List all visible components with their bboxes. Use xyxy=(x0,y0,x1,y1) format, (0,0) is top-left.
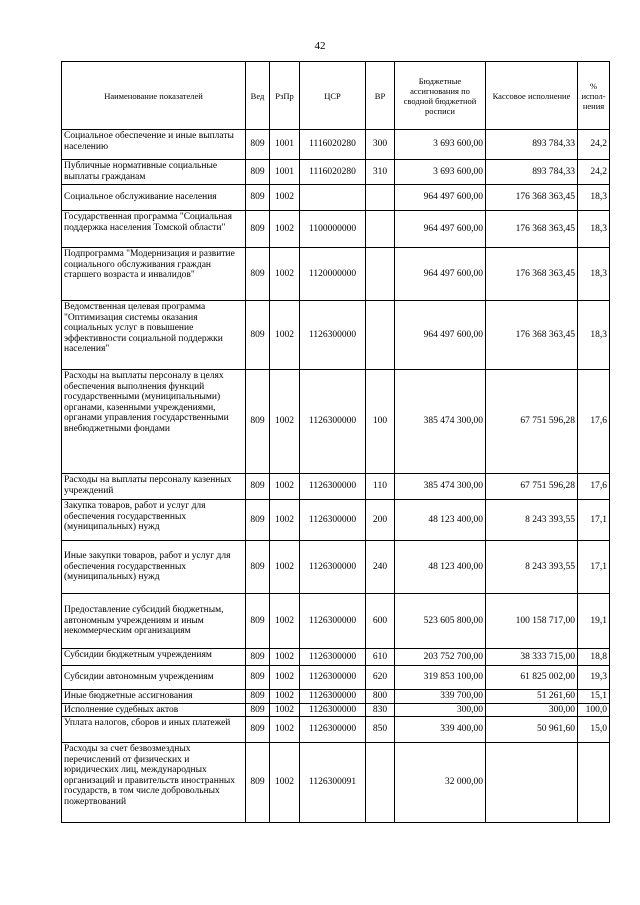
header-ved: Вед xyxy=(246,62,270,130)
table-row xyxy=(62,690,610,704)
row-pct xyxy=(578,743,610,823)
row-vr: 610 xyxy=(366,649,395,666)
row-rzpr: 1002 xyxy=(270,211,300,248)
table-row xyxy=(62,160,610,185)
row-ved: 809 xyxy=(246,500,270,541)
row-ved: 809 xyxy=(246,743,270,823)
table-row xyxy=(62,130,610,160)
row-vr: 620 xyxy=(366,666,395,690)
row-name: Социальное обслуживание населения xyxy=(62,185,246,211)
row-pct: 18,3 xyxy=(578,248,610,301)
row-budget: 964 497 600,00 xyxy=(395,248,486,301)
row-vr: 110 xyxy=(366,474,395,500)
row-budget: 319 853 100,00 xyxy=(395,666,486,690)
row-rzpr: 1001 xyxy=(270,130,300,160)
row-budget: 385 474 300,00 xyxy=(395,474,486,500)
table-row xyxy=(62,541,610,594)
row-vr: 830 xyxy=(366,703,395,717)
table-row xyxy=(62,649,610,666)
table-row xyxy=(62,211,610,248)
row-vr xyxy=(366,211,395,248)
row-cash: 51 261,60 xyxy=(486,690,578,704)
header-cash: Кассовое исполнение xyxy=(486,62,578,130)
row-vr: 100 xyxy=(366,370,395,474)
table-row xyxy=(62,248,610,301)
row-csr: 1120000000 xyxy=(300,248,366,301)
row-vr: 850 xyxy=(366,717,395,743)
row-rzpr: 1002 xyxy=(270,743,300,823)
row-budget: 964 497 600,00 xyxy=(395,185,486,211)
row-cash: 100 158 717,00 xyxy=(486,594,578,649)
row-vr xyxy=(366,248,395,301)
row-budget: 339 400,00 xyxy=(395,717,486,743)
row-csr: 1126300000 xyxy=(300,690,366,704)
budget-table xyxy=(61,61,610,823)
row-ved: 809 xyxy=(246,666,270,690)
row-name: Государственная программа "Социальная поддержка населения Томской области" xyxy=(62,211,246,248)
row-rzpr: 1002 xyxy=(270,301,300,370)
row-rzpr: 1002 xyxy=(270,717,300,743)
row-cash xyxy=(486,743,578,823)
row-vr xyxy=(366,185,395,211)
row-ved: 809 xyxy=(246,248,270,301)
row-budget: 48 123 400,00 xyxy=(395,500,486,541)
row-ved: 809 xyxy=(246,301,270,370)
row-pct: 17,6 xyxy=(578,474,610,500)
row-cash: 8 243 393,55 xyxy=(486,541,578,594)
row-name: Иные закупки товаров, работ и услуг для обеспечения государственных (муниципальных) нужд xyxy=(62,541,246,594)
row-name: Подпрограмма "Модернизация и развитие социального обслуживания граждан старшего возраста и инвалидов" xyxy=(62,248,246,301)
table-header-row xyxy=(62,62,610,130)
row-pct: 17,1 xyxy=(578,500,610,541)
row-name: Предоставление субсидий бюджетным, автономным учреждениям и иным некоммерческим организациям xyxy=(62,594,246,649)
row-csr: 1126300000 xyxy=(300,301,366,370)
row-pct: 18,3 xyxy=(578,185,610,211)
row-budget: 964 497 600,00 xyxy=(395,301,486,370)
row-rzpr: 1002 xyxy=(270,500,300,541)
row-rzpr: 1002 xyxy=(270,185,300,211)
row-csr xyxy=(300,185,366,211)
row-pct: 17,6 xyxy=(578,370,610,474)
row-cash: 300,00 xyxy=(486,703,578,717)
row-csr: 1116020280 xyxy=(300,160,366,185)
table-row xyxy=(62,594,610,649)
row-rzpr: 1002 xyxy=(270,541,300,594)
row-name: Закупка товаров, работ и услуг для обеспечения государственных (муниципальных) нужд xyxy=(62,500,246,541)
row-cash: 8 243 393,55 xyxy=(486,500,578,541)
row-ved: 809 xyxy=(246,649,270,666)
table-row xyxy=(62,743,610,823)
row-csr: 1126300000 xyxy=(300,649,366,666)
row-vr: 240 xyxy=(366,541,395,594)
header-budget: Бюджетные ассигнования по сводной бюджетной росписи xyxy=(395,62,486,130)
row-cash: 176 368 363,45 xyxy=(486,211,578,248)
row-pct: 100,0 xyxy=(578,703,610,717)
row-rzpr: 1002 xyxy=(270,474,300,500)
row-ved: 809 xyxy=(246,185,270,211)
row-rzpr: 1002 xyxy=(270,703,300,717)
row-name: Иные бюджетные ассигнования xyxy=(62,690,246,704)
row-budget: 300,00 xyxy=(395,703,486,717)
row-rzpr: 1002 xyxy=(270,666,300,690)
row-name: Субсидии бюджетным учреждениям xyxy=(62,649,246,666)
table-row xyxy=(62,500,610,541)
row-name: Расходы на выплаты персоналу в целях обеспечения выполнения функций государственными (муниципальными) органами, казенными учреждениями, органами управления государственными внебюджетными фондами xyxy=(62,370,246,474)
table-row xyxy=(62,666,610,690)
row-ved: 809 xyxy=(246,474,270,500)
row-budget: 203 752 700,00 xyxy=(395,649,486,666)
row-name: Публичные нормативные социальные выплаты гражданам xyxy=(62,160,246,185)
row-ved: 809 xyxy=(246,703,270,717)
row-budget: 385 474 300,00 xyxy=(395,370,486,474)
row-vr: 200 xyxy=(366,500,395,541)
row-ved: 809 xyxy=(246,690,270,704)
row-budget: 3 693 600,00 xyxy=(395,160,486,185)
row-pct: 17,1 xyxy=(578,541,610,594)
page-number: 42 xyxy=(314,40,326,52)
row-name: Расходы на выплаты персоналу казенных учреждений xyxy=(62,474,246,500)
row-cash: 61 825 002,00 xyxy=(486,666,578,690)
table-row xyxy=(62,185,610,211)
table-row xyxy=(62,370,610,474)
row-csr: 1126300000 xyxy=(300,594,366,649)
row-cash: 176 368 363,45 xyxy=(486,301,578,370)
row-vr xyxy=(366,743,395,823)
row-cash: 176 368 363,45 xyxy=(486,248,578,301)
header-csr: ЦСР xyxy=(300,62,366,130)
row-ved: 809 xyxy=(246,717,270,743)
row-cash: 38 333 715,00 xyxy=(486,649,578,666)
row-cash: 893 784,33 xyxy=(486,130,578,160)
row-cash: 50 961,60 xyxy=(486,717,578,743)
row-csr: 1126300000 xyxy=(300,474,366,500)
table-row xyxy=(62,301,610,370)
row-pct: 18,3 xyxy=(578,211,610,248)
row-name: Исполнение судебных актов xyxy=(62,703,246,717)
row-pct: 24,2 xyxy=(578,160,610,185)
row-pct: 24,2 xyxy=(578,130,610,160)
row-cash: 176 368 363,45 xyxy=(486,185,578,211)
header-name: Наименование показателей xyxy=(62,62,246,130)
row-vr: 600 xyxy=(366,594,395,649)
row-budget: 964 497 600,00 xyxy=(395,211,486,248)
row-ved: 809 xyxy=(246,370,270,474)
row-csr: 1116020280 xyxy=(300,130,366,160)
row-name: Уплата налогов, сборов и иных платежей xyxy=(62,717,246,743)
row-cash: 893 784,33 xyxy=(486,160,578,185)
table-row xyxy=(62,474,610,500)
row-pct: 19,3 xyxy=(578,666,610,690)
row-vr: 800 xyxy=(366,690,395,704)
row-ved: 809 xyxy=(246,541,270,594)
row-rzpr: 1001 xyxy=(270,160,300,185)
row-name: Ведомственная целевая программа "Оптимизация системы оказания социальных услуг в повышение эффективности социальной поддержки населения" xyxy=(62,301,246,370)
row-vr: 300 xyxy=(366,130,395,160)
row-csr: 1100000000 xyxy=(300,211,366,248)
row-rzpr: 1002 xyxy=(270,649,300,666)
row-budget: 523 605 800,00 xyxy=(395,594,486,649)
row-cash: 67 751 596,28 xyxy=(486,370,578,474)
row-name: Социальное обеспечение и иные выплаты населению xyxy=(62,130,246,160)
row-ved: 809 xyxy=(246,594,270,649)
row-cash: 67 751 596,28 xyxy=(486,474,578,500)
header-rzpr: РзПр xyxy=(270,62,300,130)
row-vr xyxy=(366,301,395,370)
row-rzpr: 1002 xyxy=(270,690,300,704)
row-ved: 809 xyxy=(246,211,270,248)
row-csr: 1126300091 xyxy=(300,743,366,823)
row-name: Расходы за счет безвозмездных перечислений от физических и юридических лиц, международных организаций и правительств иностранных государств, в том числе добровольных пожертвований xyxy=(62,743,246,823)
row-budget: 32 000,00 xyxy=(395,743,486,823)
table-row xyxy=(62,717,610,743)
row-csr: 1126300000 xyxy=(300,717,366,743)
table-row xyxy=(62,703,610,717)
row-rzpr: 1002 xyxy=(270,370,300,474)
row-budget: 48 123 400,00 xyxy=(395,541,486,594)
row-pct: 15,1 xyxy=(578,690,610,704)
row-csr: 1126300000 xyxy=(300,370,366,474)
row-budget: 3 693 600,00 xyxy=(395,130,486,160)
row-ved: 809 xyxy=(246,130,270,160)
row-name: Субсидии автономным учреждениям xyxy=(62,666,246,690)
row-csr: 1126300000 xyxy=(300,703,366,717)
row-rzpr: 1002 xyxy=(270,248,300,301)
row-ved: 809 xyxy=(246,160,270,185)
row-pct: 19,1 xyxy=(578,594,610,649)
header-vr: ВР xyxy=(366,62,395,130)
row-csr: 1126300000 xyxy=(300,541,366,594)
row-budget: 339 700,00 xyxy=(395,690,486,704)
row-pct: 18,3 xyxy=(578,301,610,370)
row-rzpr: 1002 xyxy=(270,594,300,649)
row-pct: 18,8 xyxy=(578,649,610,666)
row-csr: 1126300000 xyxy=(300,500,366,541)
row-csr: 1126300000 xyxy=(300,666,366,690)
header-pct: % испол-нения xyxy=(578,62,610,130)
row-pct: 15,0 xyxy=(578,717,610,743)
row-vr: 310 xyxy=(366,160,395,185)
